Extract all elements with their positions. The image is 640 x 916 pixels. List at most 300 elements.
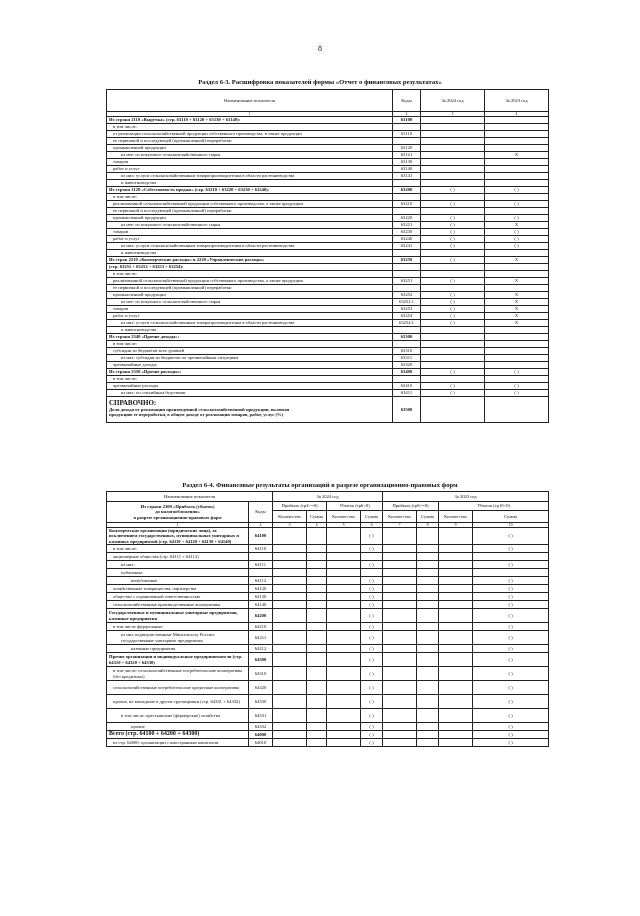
indicator-code: 63241 [393, 243, 421, 250]
colnum: 6 [361, 523, 383, 528]
table-row [107, 201, 549, 208]
table-row [107, 593, 549, 601]
indicator-name: и животноводства [107, 250, 393, 257]
loss-sum-2024 [361, 553, 383, 561]
table-row [107, 145, 549, 152]
table-row [107, 667, 549, 681]
header-count: Количество [273, 511, 307, 523]
table-row [107, 264, 549, 271]
colnum: 2 [249, 523, 273, 528]
value-cell [417, 577, 439, 585]
indicator-name: промышленной продукции [107, 145, 393, 152]
table-row [107, 250, 549, 257]
value-cell [327, 695, 361, 709]
value-cell [327, 731, 361, 739]
loss-sum-2024: ( ) [361, 623, 383, 631]
table-row [107, 681, 549, 695]
indicator-name: работ и услуг [107, 313, 393, 320]
indicator-code [393, 327, 421, 334]
value-2024: ( ) [421, 320, 485, 327]
loss-sum-2023: ( ) [473, 695, 549, 709]
section-6-4-title: Раздел 6-4. Финансовые результаты организаций в разрезе организационно-правовых форм [182, 482, 458, 489]
header-count: Количество [327, 511, 361, 523]
value-2024: ( ) [421, 383, 485, 390]
colnum: 4 [485, 112, 549, 117]
indicator-name: субсидии из бюджетов всех уровней [107, 348, 393, 355]
value-2024 [421, 145, 485, 152]
value-2023 [485, 166, 549, 173]
indicator-name: из нее: из покупного сельскохозяйственного сырья [107, 152, 393, 159]
table-row [107, 285, 549, 292]
loss-sum-2024: ( ) [361, 653, 383, 667]
value-2024 [421, 131, 485, 138]
value-2024: ( ) [421, 278, 485, 285]
value-cell [307, 723, 327, 731]
header-sum: Сумма [307, 511, 327, 523]
table-row [107, 653, 549, 667]
indicator-name: (стр. 63251 + 63252 + 63253 + 63254): [107, 264, 393, 271]
value-cell [327, 645, 361, 653]
indicator-name: товаров [107, 306, 393, 313]
indicator-code: 63120 [393, 145, 421, 152]
table-row [107, 362, 549, 369]
indicator-name: из нее: из покупного сельскохозяйственного сырья [107, 222, 393, 229]
indicator-name: в том числе: [107, 124, 393, 131]
value-cell [273, 623, 307, 631]
value-2024 [421, 355, 485, 362]
indicator-code: 64110 [249, 545, 273, 553]
indicator-code: 63251 [393, 278, 421, 285]
value-cell [417, 723, 439, 731]
indicator-name: из них: субсидии из бюджетов по чрезвычайным ситуациям [107, 355, 393, 362]
value-2024 [421, 334, 485, 341]
indicator-code: 63411 [393, 390, 421, 397]
indicator-code [249, 553, 273, 561]
value-cell [327, 601, 361, 609]
value-cell [273, 553, 307, 561]
indicator-code [393, 138, 421, 145]
value-cell [383, 709, 417, 723]
value-2023: X [485, 152, 549, 159]
indicator-code: 64112 [249, 577, 273, 585]
colnum: 3 [421, 112, 485, 117]
indicator-name: и животноводства [107, 180, 393, 187]
header-codes: Коды [249, 502, 273, 523]
colnum: 4 [307, 523, 327, 528]
value-cell [383, 667, 417, 681]
table-row [107, 117, 549, 124]
value-2024 [421, 327, 485, 334]
table-row [107, 327, 549, 334]
colnum: 10 [473, 523, 549, 528]
value-cell [439, 681, 473, 695]
value-2023 [485, 376, 549, 383]
value-cell [439, 631, 473, 645]
table-row [107, 577, 549, 585]
header-sum: Сумма [361, 511, 383, 523]
table-row [107, 306, 549, 313]
indicator-code: 64200 [249, 609, 273, 623]
value-cell [273, 645, 307, 653]
header-2024: За 2024 год [273, 492, 383, 502]
table-row [107, 623, 549, 631]
indicator-name: реализованной сельскохозяйственной продукции собственного производства, а также продукции [107, 278, 393, 285]
value-cell [307, 709, 327, 723]
value-2024 [421, 194, 485, 201]
loss-sum-2024: ( ) [361, 667, 383, 681]
value-cell [383, 601, 417, 609]
value-2023 [485, 264, 549, 271]
indicator-code: 64120 [249, 585, 273, 593]
value-cell [383, 577, 417, 585]
table-row [107, 341, 549, 348]
indicator-name: в том числе федеральные [107, 623, 249, 631]
indicator-name: реализованной сельскохозяйственной продукции собственного производства, а также продукции [107, 201, 393, 208]
indicator-code [393, 285, 421, 292]
value-2024: ( ) [421, 257, 485, 264]
value-cell [273, 709, 307, 723]
indicator-code: 64212 [249, 645, 273, 653]
loss-sum-2024: ( ) [361, 695, 383, 709]
value-2023 [485, 285, 549, 292]
indicator-code: 63254.1 [393, 320, 421, 327]
indicator-name: ее первичной и последующей (промышленной) переработки [107, 285, 393, 292]
colnum: 5 [327, 523, 361, 528]
value-cell [307, 569, 327, 577]
indicator-name: товаров [107, 229, 393, 236]
loss-sum-2024: ( ) [361, 681, 383, 695]
value-cell [327, 739, 361, 747]
loss-sum-2023: ( ) [473, 585, 549, 593]
value-2023: X [485, 306, 549, 313]
value-cell [327, 569, 361, 577]
indicator-code: 63320 [393, 362, 421, 369]
indicator-code: 63252 [393, 292, 421, 299]
table-row [107, 229, 549, 236]
value-cell [273, 569, 307, 577]
value-2023 [485, 208, 549, 215]
header-row-description [107, 502, 249, 523]
indicator-code: 63100 [393, 117, 421, 124]
value-cell [439, 553, 473, 561]
value-cell [327, 528, 361, 545]
value-2023: X [485, 313, 549, 320]
table-row [107, 348, 549, 355]
value-2024 [421, 159, 485, 166]
value-cell [307, 631, 327, 645]
value-cell [439, 593, 473, 601]
indicator-code: 64330 [249, 695, 273, 709]
indicator-code: 64130 [249, 593, 273, 601]
header-sum: Сумма [473, 511, 549, 523]
table-row [107, 222, 549, 229]
value-2023: ( ) [485, 390, 549, 397]
loss-sum-2023: ( ) [473, 545, 549, 553]
indicator-code [393, 250, 421, 257]
header-count: Количество [439, 511, 473, 523]
indicator-name: Из строки 2350 «Прочие расходы»: [107, 369, 393, 376]
value-cell [439, 528, 473, 545]
colnum: 1 [107, 112, 393, 117]
value-cell [383, 585, 417, 593]
indicator-code: 63400 [393, 369, 421, 376]
loss-sum-2023: ( ) [473, 593, 549, 601]
table-row [107, 124, 549, 131]
loss-sum-2023: ( ) [473, 739, 549, 747]
table-row [107, 383, 549, 390]
table-row [107, 236, 549, 243]
loss-sum-2024: ( ) [361, 528, 383, 545]
value-cell [383, 645, 417, 653]
value-cell [417, 561, 439, 569]
loss-sum-2023: ( ) [473, 723, 549, 731]
indicator-name: от реализации сельскохозяйственной продукции собственного производства, в также продукции [107, 131, 393, 138]
indicator-code: 64010 [249, 739, 273, 747]
value-cell [439, 731, 473, 739]
value-cell [327, 681, 361, 695]
value-2023 [485, 131, 549, 138]
indicator-name: Государственные и муниципальные унитарные предприятия, казенные предприятия [107, 609, 249, 623]
value-cell [273, 653, 307, 667]
indicator-code: 63140 [393, 166, 421, 173]
indicator-name: работ и услуг [107, 166, 393, 173]
reference-code: 63500 [393, 397, 421, 423]
indicator-code: 63130 [393, 159, 421, 166]
header-row-line1: Из строки 2300 «Прибыль (убыток) [140, 503, 215, 509]
value-2023 [485, 145, 549, 152]
value-2024: ( ) [421, 229, 485, 236]
table-row [107, 569, 549, 577]
indicator-name: прочие [107, 723, 249, 731]
value-2023: X [485, 257, 549, 264]
value-cell [273, 609, 307, 623]
indicator-code: 63220 [393, 215, 421, 222]
header-profit-2023: Прибыль (гр8>=0) [383, 502, 439, 511]
loss-sum-2023: ( ) [473, 577, 549, 585]
indicator-code: 64111 [249, 561, 273, 569]
table-row [107, 695, 549, 709]
value-cell [327, 593, 361, 601]
table-row [107, 166, 549, 173]
indicator-code: 63121 [393, 152, 421, 159]
indicator-code: 64332 [249, 723, 273, 731]
table-row [107, 271, 549, 278]
loss-sum-2023: ( ) [473, 653, 549, 667]
indicator-name: в том числе: [107, 341, 393, 348]
indicator-name: Прочие организации и индивидуальные предприниматели (стр. 64310 + 64320 + 64330) [107, 653, 249, 667]
value-cell [417, 569, 439, 577]
table-section-6-3 [106, 89, 549, 423]
reference-value-2024 [421, 397, 485, 423]
value-2024 [421, 362, 485, 369]
value-2024 [421, 285, 485, 292]
indicator-name: в том числе: [107, 194, 393, 201]
table-row [107, 553, 549, 561]
section-6-3-title: Раздел 6-3. Расшифровка показателей формы «Отчет о финансовых результатах» [198, 79, 442, 86]
value-cell [327, 553, 361, 561]
value-2023 [485, 159, 549, 166]
value-2024: ( ) [421, 201, 485, 208]
value-cell [417, 709, 439, 723]
indicator-name: и животноводства [107, 327, 393, 334]
value-cell [307, 623, 327, 631]
value-2023 [485, 173, 549, 180]
loss-sum-2023: ( ) [473, 667, 549, 681]
table-row [107, 528, 549, 545]
table-row [107, 208, 549, 215]
value-cell [383, 593, 417, 601]
reference-text-line2: продукцию ее переработки, в общем доходе от реализации товаров, работ, услуг (%) [109, 412, 284, 418]
table-row [107, 320, 549, 327]
indicator-code: 63210 [393, 201, 421, 208]
indicator-name: прочие, не вошедшие в другие группировки (стр. 64331 + 64332) [107, 695, 249, 709]
value-cell [417, 667, 439, 681]
loss-sum-2024: ( ) [361, 723, 383, 731]
reference-text-line1: Доля дохода от реализации произведенной сельскохозяйственной продукции, включая [109, 406, 290, 412]
table-row [107, 369, 549, 376]
value-2024 [421, 250, 485, 257]
value-2023: ( ) [485, 215, 549, 222]
value-cell [439, 739, 473, 747]
value-2023: ( ) [485, 383, 549, 390]
value-cell [439, 645, 473, 653]
value-cell [383, 731, 417, 739]
value-cell [383, 681, 417, 695]
value-cell [439, 709, 473, 723]
header-sum: Сумма [417, 511, 439, 523]
value-cell [383, 723, 417, 731]
indicator-code: 63200 [393, 187, 421, 194]
value-2024 [421, 180, 485, 187]
indicator-code: 63252.1 [393, 299, 421, 306]
loss-sum-2023: ( ) [473, 623, 549, 631]
indicator-name: публичные [107, 569, 249, 577]
value-cell [417, 585, 439, 593]
value-cell [307, 609, 327, 623]
value-cell [417, 623, 439, 631]
loss-sum-2023 [473, 553, 549, 561]
value-cell [273, 528, 307, 545]
indicator-code: 64320 [249, 681, 273, 695]
indicator-code: 63110 [393, 131, 421, 138]
value-cell [273, 731, 307, 739]
value-cell [417, 528, 439, 545]
value-2023 [485, 362, 549, 369]
table-row [107, 243, 549, 250]
value-cell [417, 645, 439, 653]
indicator-code: 63254 [393, 313, 421, 320]
header-codes: Коды [393, 90, 421, 112]
value-2023 [485, 117, 549, 124]
value-2024 [421, 264, 485, 271]
header-count: Количество [383, 511, 417, 523]
value-cell [439, 653, 473, 667]
table-row [107, 131, 549, 138]
value-2023: X [485, 292, 549, 299]
indicator-name: из них: услуги сельскохозяйственным товаропроизводителям в области растениеводства [107, 173, 393, 180]
indicator-code [393, 271, 421, 278]
value-cell [273, 695, 307, 709]
table-row [107, 355, 549, 362]
value-cell [273, 631, 307, 645]
loss-sum-2024: ( ) [361, 601, 383, 609]
value-cell [417, 593, 439, 601]
colnum: 3 [273, 523, 307, 528]
value-2024: ( ) [421, 369, 485, 376]
value-cell [439, 577, 473, 585]
indicator-name: работ и услуг [107, 236, 393, 243]
loss-sum-2024: ( ) [361, 731, 383, 739]
value-2023: X [485, 299, 549, 306]
indicator-name: из них подведомственные Минсельхозу России: государственные унитарные предприятия [107, 631, 249, 645]
indicator-name: Из строки 2340 «Прочие доходы»: [107, 334, 393, 341]
table-row [107, 215, 549, 222]
value-cell [327, 577, 361, 585]
loss-sum-2024: ( ) [361, 645, 383, 653]
value-2023 [485, 341, 549, 348]
value-2023 [485, 271, 549, 278]
table-row [107, 709, 549, 723]
value-cell [327, 653, 361, 667]
value-cell [327, 709, 361, 723]
indicator-code: 63253 [393, 306, 421, 313]
indicator-code: 64331 [249, 709, 273, 723]
value-2024: ( ) [421, 215, 485, 222]
indicator-name: товаров [107, 159, 393, 166]
reference-value-2023 [485, 397, 549, 423]
value-cell [327, 631, 361, 645]
header-loss-2024: Убыток (гр6<0) [327, 502, 383, 511]
value-2024: ( ) [421, 313, 485, 320]
value-cell [307, 561, 327, 569]
value-2024 [421, 173, 485, 180]
colnum: 2 [393, 112, 421, 117]
value-cell [307, 681, 327, 695]
value-cell [307, 545, 327, 553]
indicator-name: ее первичной и последующей (промышленной) переработки [107, 138, 393, 145]
indicator-code: 63300 [393, 334, 421, 341]
table-row [107, 585, 549, 593]
header-2023: За 2023 год [383, 492, 549, 502]
value-cell [383, 545, 417, 553]
value-cell [273, 561, 307, 569]
indicator-code: 64000 [249, 731, 273, 739]
table-row [107, 645, 549, 653]
loss-sum-2024: ( ) [361, 739, 383, 747]
loss-sum-2023: ( ) [473, 609, 549, 623]
indicator-code [393, 208, 421, 215]
header-indicator-name: Наименование показателя [107, 90, 393, 112]
table-row [107, 609, 549, 623]
value-2024 [421, 348, 485, 355]
value-2024: ( ) [421, 222, 485, 229]
value-2024: ( ) [421, 187, 485, 194]
loss-sum-2024: ( ) [361, 585, 383, 593]
indicator-name: из них: по стихийным бедствиям [107, 390, 393, 397]
loss-sum-2024: ( ) [361, 609, 383, 623]
value-cell [273, 593, 307, 601]
value-2023 [485, 348, 549, 355]
value-2024: ( ) [421, 390, 485, 397]
table-row [107, 313, 549, 320]
loss-sum-2023: ( ) [473, 709, 549, 723]
indicator-name: Из строк 2210 «Коммерческие расходы» и 2220 «Управленческие расходы» [107, 257, 393, 264]
loss-sum-2023: ( ) [473, 681, 549, 695]
value-cell [417, 681, 439, 695]
value-2023 [485, 138, 549, 145]
value-cell [307, 553, 327, 561]
value-cell [417, 601, 439, 609]
